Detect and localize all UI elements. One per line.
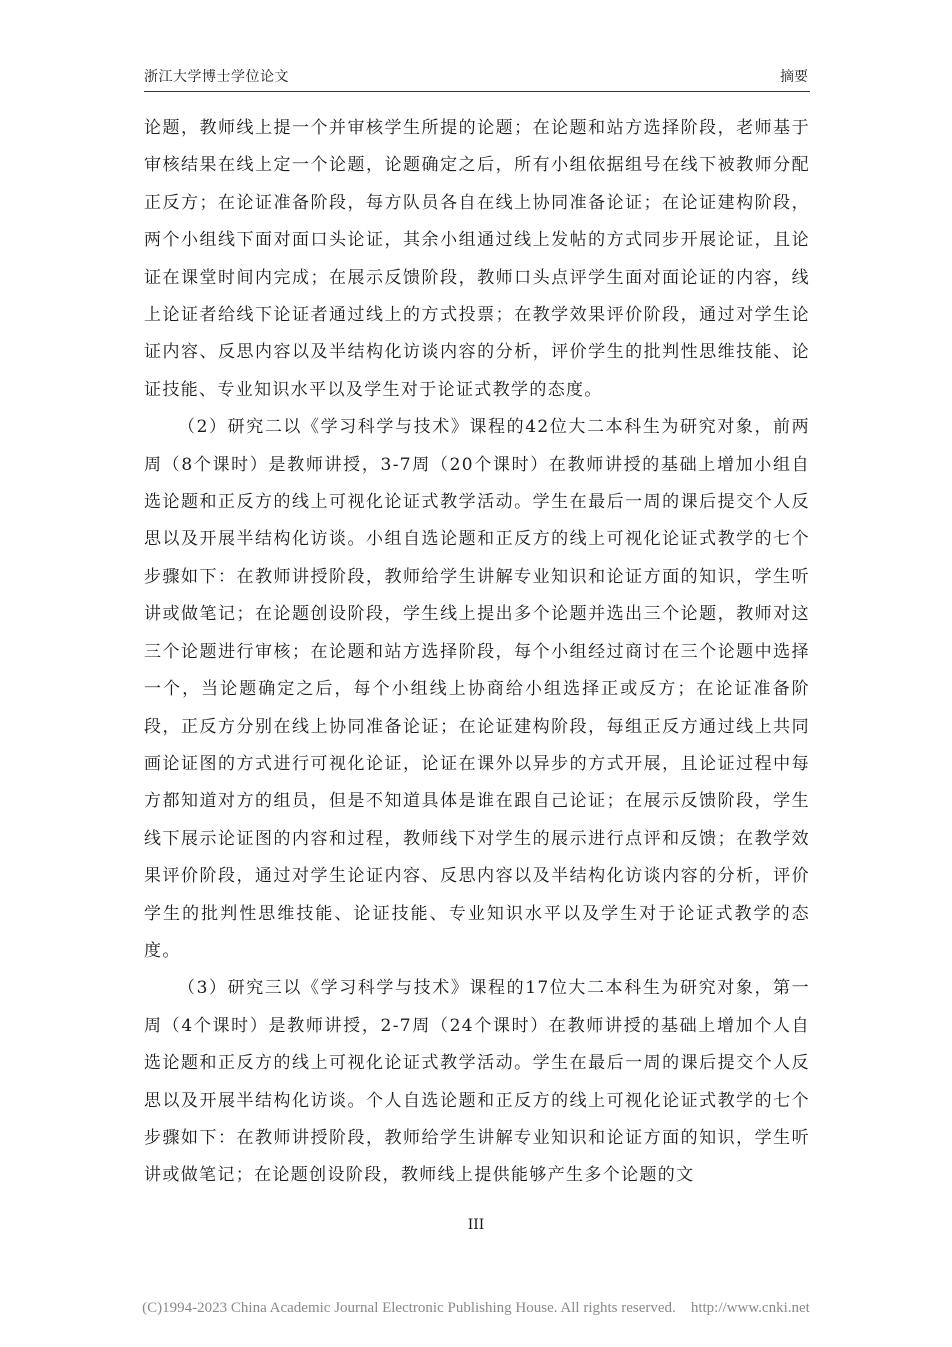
running-header-title: 浙江大学博士学位论文	[144, 69, 289, 85]
running-header-section: 摘要	[780, 69, 808, 85]
paragraph-3: （3）研究三以《学习科学与技术》课程的17位大二本科生为研究对象，第一周（4个课时）是教师讲授，2-7周（24个课时）在教师讲授的基础上增加个人自选论题和正反方的线上可视化论证式教学活动。学生在最后一周的课后提交个人反思以及开展半结构化访谈。个人自选论题和正反方的线上可视化论证式教学的七个步骤如下：在教师讲授阶段，教师给学生讲解专业知识和论证方面的知识，学生听讲或做笔记；在论题创设阶段，教师线上提供能够产生多个论题的文	[144, 978, 810, 1186]
footer-url[interactable]: http://www.cnki.net	[690, 1300, 810, 1316]
copyright-footer	[0, 1300, 952, 1317]
copyright-text: (C)1994-2023 China Academic Journal Electronic Publishing House. All rights reserved.	[142, 1300, 676, 1316]
paragraph-2: （2）研究二以《学习科学与技术》课程的42位大二本科生为研究对象，前两周（8个课时）是教师讲授，3-7周（20个课时）在教师讲授的基础上增加小组自选论题和正反方的线上可视化论证式教学活动。学生在最后一周的课后提交个人反思以及开展半结构化访谈。小组自选论题和正反方的线上可视化论证式教学的七个步骤如下：在教师讲授阶段，教师给学生讲解专业知识和论证方面的知识，学生听讲或做笔记；在论题创设阶段，学生线上提出多个论题并选出三个论题，教师对这三个论题进行审核；在论题和站方选择阶段，每个小组经过商讨在三个论题中选择一个，当论题确定之后，每个小组线上协商给小组选择正或反方；在论证准备阶段，正反方分别在线上协同准备论证；在论证建构阶段，每组正反方通过线上共同画论证图的方式进行可视化论证，论证在课外以异步的方式开展，且论证过程中每方都知道对方的组员，但是不知道具体是谁在跟自己论证；在展示反馈阶段，学生线下展示论证图的内容和过程，教师线下对学生的展示进行点评和反馈；在教学效果评价阶段，通过对学生论证内容、反思内容以及半结构化访谈内容的分析，评价学生的批判性思维技能、论证技能、专业知识水平以及学生对于论证式教学的态度。	[144, 417, 810, 961]
header-divider	[144, 91, 810, 92]
page-number: III	[467, 1217, 485, 1233]
body-text	[144, 110, 810, 1195]
paragraph-1: 论题，教师线上提一个并审核学生所提的论题；在论题和站方选择阶段，老师基于审核结果在线上定一个论题，论题确定之后，所有小组依据组号在线下被教师分配正反方；在论证准备阶段，每方队员各自在线上协同准备论证；在论证建构阶段，两个小组线下面对面口头论证，其余小组通过线上发帖的方式同步开展论证，且论证在课堂时间内完成；在展示反馈阶段，教师口头点评学生面对面论证的内容，线上论证者给线下论证者通过线上的方式投票；在教学效果评价阶段，通过对学生论证内容、反思内容以及半结构化访谈内容的分析，评价学生的批判性思维技能、论证技能、专业知识水平以及学生对于论证式教学的态度。	[144, 118, 810, 400]
